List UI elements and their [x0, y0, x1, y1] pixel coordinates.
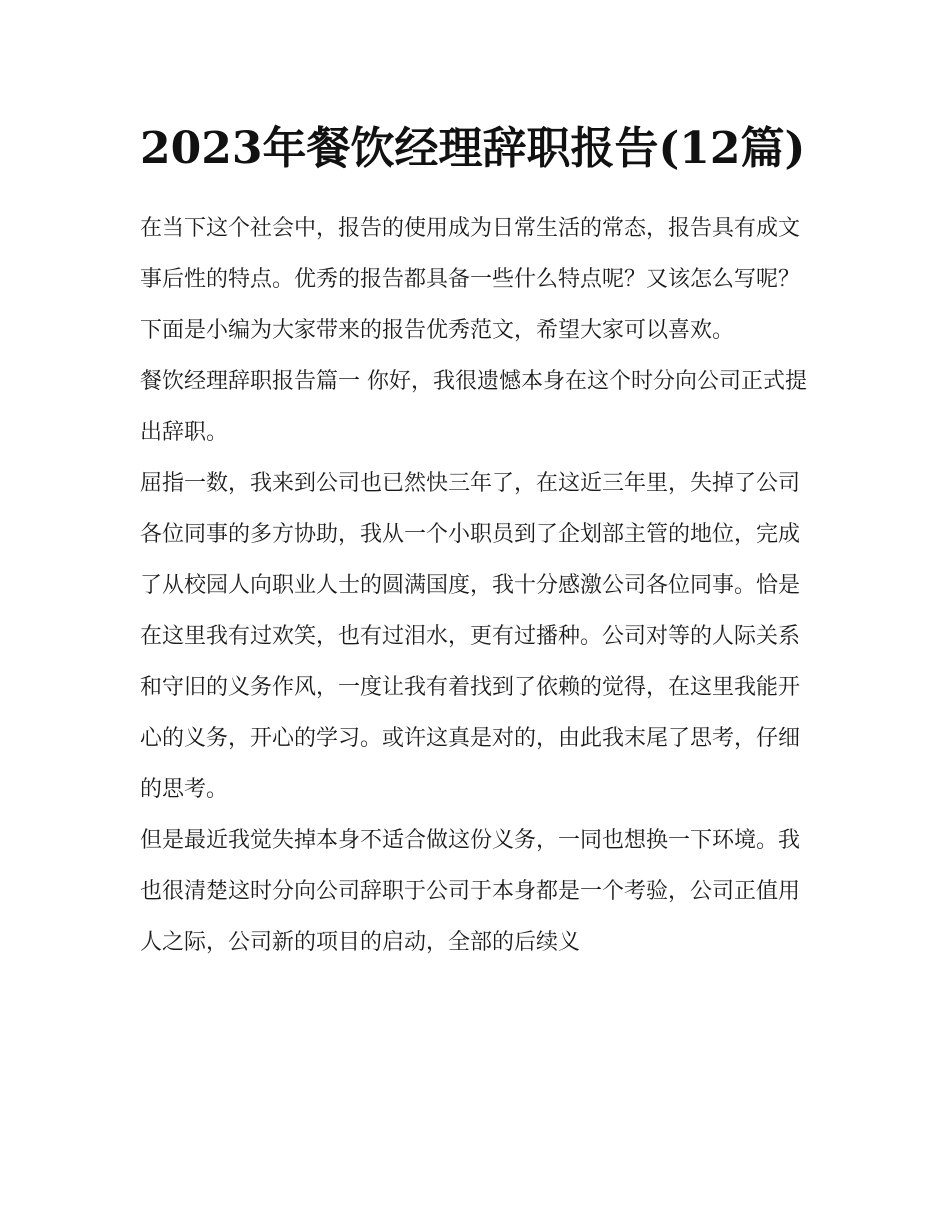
document-title: 2023年餐饮经理辞职报告(12篇) — [140, 123, 806, 174]
paragraph-reason: 但是最近我觉失掉本身不适合做这份义务，一同也想换一下环境。我也很清楚这时分向公司辞职于公司于本身都是一个考验，公司正值用人之际，公司新的项目的启动，全部的后续义 — [140, 828, 801, 955]
paragraph-section-one-opening: 餐饮经理辞职报告篇一 你好，我很遗憾本身在这个时分向公司正式提出辞职。 — [140, 369, 807, 445]
paragraph-intro: 在当下这个社会中，报告的使用成为日常生活的常态，报告具有成文事后性的特点。优秀的报告都具备一些什么特点呢？又该怎么写呢？下面是小编为大家带来的报告优秀范文，希望大家可以喜欢。 — [140, 216, 801, 343]
title-spacing — [140, 180, 812, 203]
document-body — [140, 118, 812, 968]
paragraph-reflection: 屈指一数，我来到公司也已然快三年了，在这近三年里，失掉了公司各位同事的多方协助，我从一个小职员到了企划部主管的地位，完成了从校园人向职业人士的圆满国度，我十分感激公司各位同事。恰是在这里我有过欢笑，也有过泪水，更有过播种。公司对等的人际关系和守旧的义务作风，一度让我有着找到了依赖的觉得，在这里我能开心的义务，开心的学习。或许这真是对的，由此我末尾了思考，仔细的思考。 — [140, 471, 801, 802]
